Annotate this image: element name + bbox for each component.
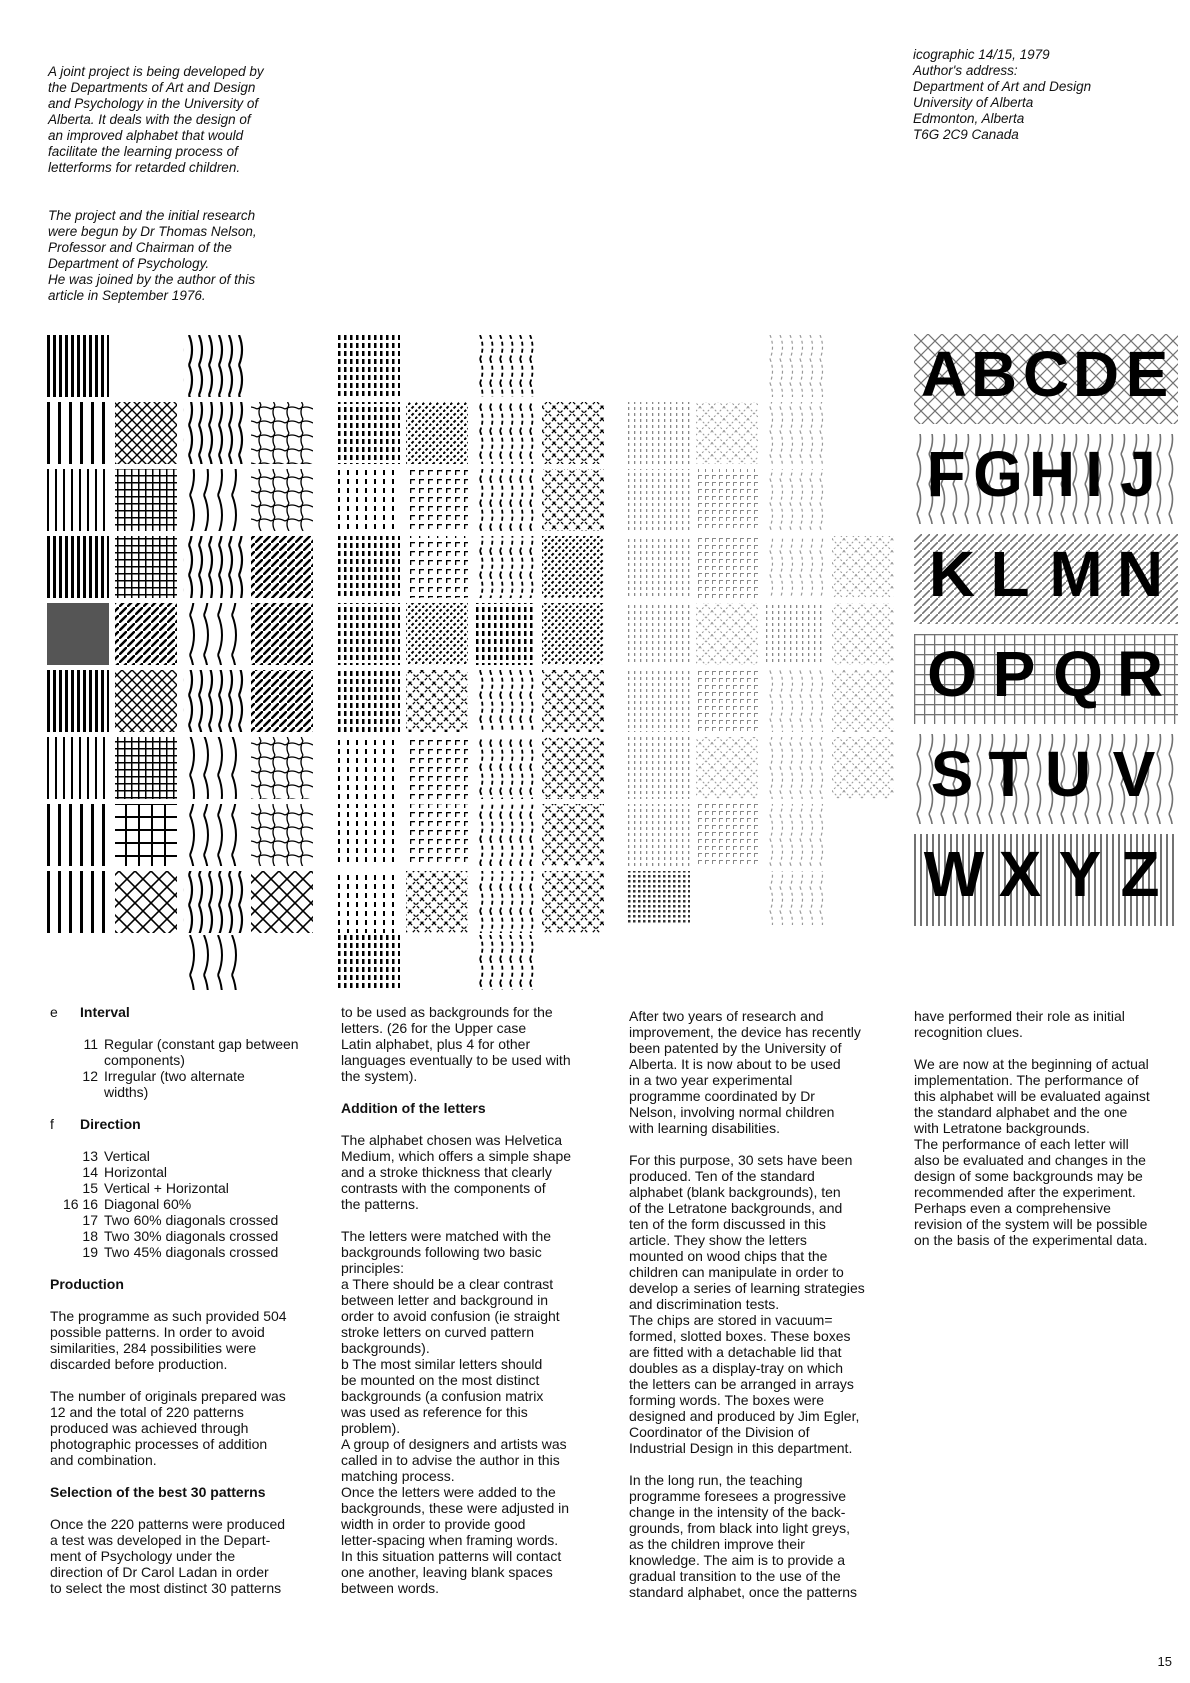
pattern-figure-3	[628, 335, 894, 925]
col3-paragraph-2: For this purpose, 30 sets have been produced. Ten of the standard alphabet (blank backgrounds), ten of the Letratone backgrounds, and ten of the form discussed in this article. They show the letters mounted on wood chips that the children can manipulate in order to develop a series of learning strategies and discrimination tests. The chips are stored in vacuum= formed, slotted boxes. These boxes are fitted with a detachable lid that doubles as a display-tray on which the letters can be arranged in arrays forming words. The boxes were designed and produced by Jim Egler, Coordinator of the Division of Industrial Design in this department.	[629, 1152, 865, 1456]
letter-g: G	[973, 438, 1023, 510]
col4-paragraph-2: We are now at the beginning of actual implementation. The performance of this alphabet will be evaluated against the standard alphabet and the one with Letratone backgrounds. The performance of each letter will also be evaluated and changes in the design of some backgrounds may be recommended after the experiment. Perhaps even a comprehensive revision of the system will be possible on the basis of the experimental data.	[914, 1056, 1150, 1248]
letter-u: U	[1044, 738, 1092, 810]
list-item	[50, 1196, 325, 1212]
letter-l: L	[990, 538, 1030, 610]
direction-list	[50, 1148, 325, 1260]
item-text: Vertical	[104, 1148, 150, 1164]
item-text: Diagonal 60%	[104, 1196, 192, 1212]
letter-v: V	[1112, 738, 1156, 810]
list-item	[50, 1180, 325, 1196]
item-number: 15	[82, 1180, 98, 1196]
letter-t: T	[988, 738, 1028, 810]
pattern-grid-1-svg	[47, 335, 313, 990]
pattern-grid-2-svg	[338, 335, 604, 990]
letter-r: R	[1116, 638, 1164, 710]
selection-heading: Selection of the best 30 patterns	[50, 1484, 266, 1500]
interval-list	[50, 1036, 325, 1100]
col4-paragraph-1: have performed their role as initial recognition clues.	[914, 1008, 1125, 1040]
item-text: Irregular (two alternate widths)	[104, 1068, 245, 1100]
direction-heading	[50, 1116, 325, 1132]
letter-x: X	[998, 838, 1042, 910]
letter-w: W	[923, 838, 985, 910]
page-number: 15	[1157, 1654, 1172, 1669]
col2-paragraph-1: to be used as backgrounds for the letters. (26 for the Upper case Latin alphabet, plus 4 for other languages eventually to be used with the system).	[341, 1004, 571, 1084]
addition-heading: Addition of the letters	[341, 1100, 486, 1116]
item-number: 14	[82, 1164, 98, 1180]
interval-key: e	[50, 1004, 58, 1020]
letter-i: I	[1085, 438, 1103, 510]
letter-a: A	[920, 338, 968, 410]
letter-o: O	[927, 638, 977, 710]
item-text: Regular (constant gap between components)	[104, 1036, 299, 1068]
intro-paragraph-1: A joint project is being developed by the Departments of Art and Design and Psychology in the University of Alberta. It deals with the design of an improved alphabet that would facilitate the learning process of letterforms for retarded children.	[48, 64, 264, 175]
intro-right: icographic 14/15, 1979 Author's address: Department of Art and Design University of Alberta Edmonton, Alberta T6G 2C9 Canada	[913, 47, 1092, 142]
production-heading: Production	[50, 1276, 124, 1292]
interval-label: Interval	[80, 1004, 130, 1020]
letter-d: D	[1072, 338, 1120, 410]
item-text: Vertical + Horizontal	[104, 1180, 229, 1196]
list-item	[50, 1228, 325, 1244]
list-item	[50, 1036, 325, 1068]
letter-e: E	[1125, 338, 1169, 410]
item-number: 18	[82, 1228, 98, 1244]
intro-paragraph-2: The project and the initial research were begun by Dr Thomas Nelson, Professor and Chairman of the Department of Psychology. He was joined by the author of this article in September 1976.	[48, 208, 257, 303]
item-number: 16 16	[62, 1196, 98, 1212]
letter-s: S	[930, 738, 974, 810]
letter-p: P	[992, 638, 1036, 710]
alphabet-figure	[914, 334, 1178, 926]
letter-h: H	[1028, 438, 1076, 510]
item-number: 17	[82, 1212, 98, 1228]
selection-paragraph: Once the 220 patterns were produced a test was developed in the Depart- ment of Psychology under the direction of Dr Carol Ladan in order to select the most distinct 30 patterns	[50, 1516, 286, 1596]
direction-label: Direction	[80, 1116, 141, 1132]
text-column-4	[914, 1008, 1184, 1264]
list-item	[50, 1164, 325, 1180]
pattern-figure-2	[338, 335, 604, 990]
letter-k: K	[928, 538, 976, 610]
item-number: 19	[82, 1244, 98, 1260]
col3-paragraph-3: In the long run, the teaching programme foresees a progressive change in the intensity of the back- grounds, from black into light greys, as the children improve their knowledge. The aim is to provide a gradual transition to the use of the standard alphabet, once the patterns	[629, 1472, 858, 1600]
text-column-1	[50, 1004, 325, 1612]
list-item	[50, 1068, 325, 1100]
item-number: 13	[82, 1148, 98, 1164]
letter-f: F	[926, 438, 966, 510]
item-text: Two 45% diagonals crossed	[104, 1244, 279, 1260]
item-text: Horizontal	[104, 1164, 168, 1180]
letter-q: Q	[1053, 638, 1103, 710]
letter-c: C	[1022, 338, 1070, 410]
letter-n: N	[1116, 538, 1164, 610]
text-column-3	[629, 1008, 904, 1616]
item-number: 12	[82, 1068, 98, 1084]
letter-m: M	[1049, 538, 1103, 610]
item-text: Two 30% diagonals crossed	[104, 1228, 279, 1244]
list-item	[50, 1148, 325, 1164]
letter-z: Z	[1120, 838, 1160, 910]
interval-heading	[50, 1004, 325, 1020]
production-paragraph-1: The programme as such provided 504 possible patterns. In order to avoid similarities, 284 possibilities were discarded before production.	[50, 1308, 287, 1372]
col2-paragraph-2: The alphabet chosen was Helvetica Medium, which offers a simple shape and a stroke thickness that clearly contrasts with the components of the patterns.	[341, 1132, 572, 1212]
text-column-2	[341, 1004, 616, 1612]
pattern-grid-3-svg	[628, 335, 894, 925]
pattern-figure-1	[47, 335, 313, 990]
col2-paragraph-3: The letters were matched with the backgrounds following two basic principles: a There should be a clear contrast between letter and background in order to avoid confusion (ie straight stroke letters on curved pattern backgrounds). b The most similar letters should be mounted on the most distinct backgrounds (a confusion matrix was used as reference for this problem). A group of designers and artists was called in to advise the author in this matching process. Once the letters were added to the backgrounds, these were adjusted in width in order to provide good letter-spacing when framing words. In this situation patterns will contact one another, leaving blank spaces between words.	[341, 1228, 570, 1596]
direction-key: f	[50, 1116, 54, 1132]
letter-y: Y	[1058, 838, 1102, 910]
item-text: Two 60% diagonals crossed	[104, 1212, 279, 1228]
letter-b: B	[970, 338, 1018, 410]
letter-j: J	[1120, 438, 1156, 510]
list-item	[50, 1244, 325, 1260]
item-number: 11	[83, 1036, 98, 1052]
intro-left	[48, 48, 348, 336]
col3-paragraph-1: After two years of research and improvement, the device has recently been patented by the University of Alberta. It is now about to be used in a two year experimental programme coordinated by Dr Nelson, involving normal children with learning disabilities.	[629, 1008, 861, 1136]
list-item	[50, 1212, 325, 1228]
production-paragraph-2: The number of originals prepared was 12 and the total of 220 patterns produced was achieved through photographic processes of addition and combination.	[50, 1388, 286, 1468]
